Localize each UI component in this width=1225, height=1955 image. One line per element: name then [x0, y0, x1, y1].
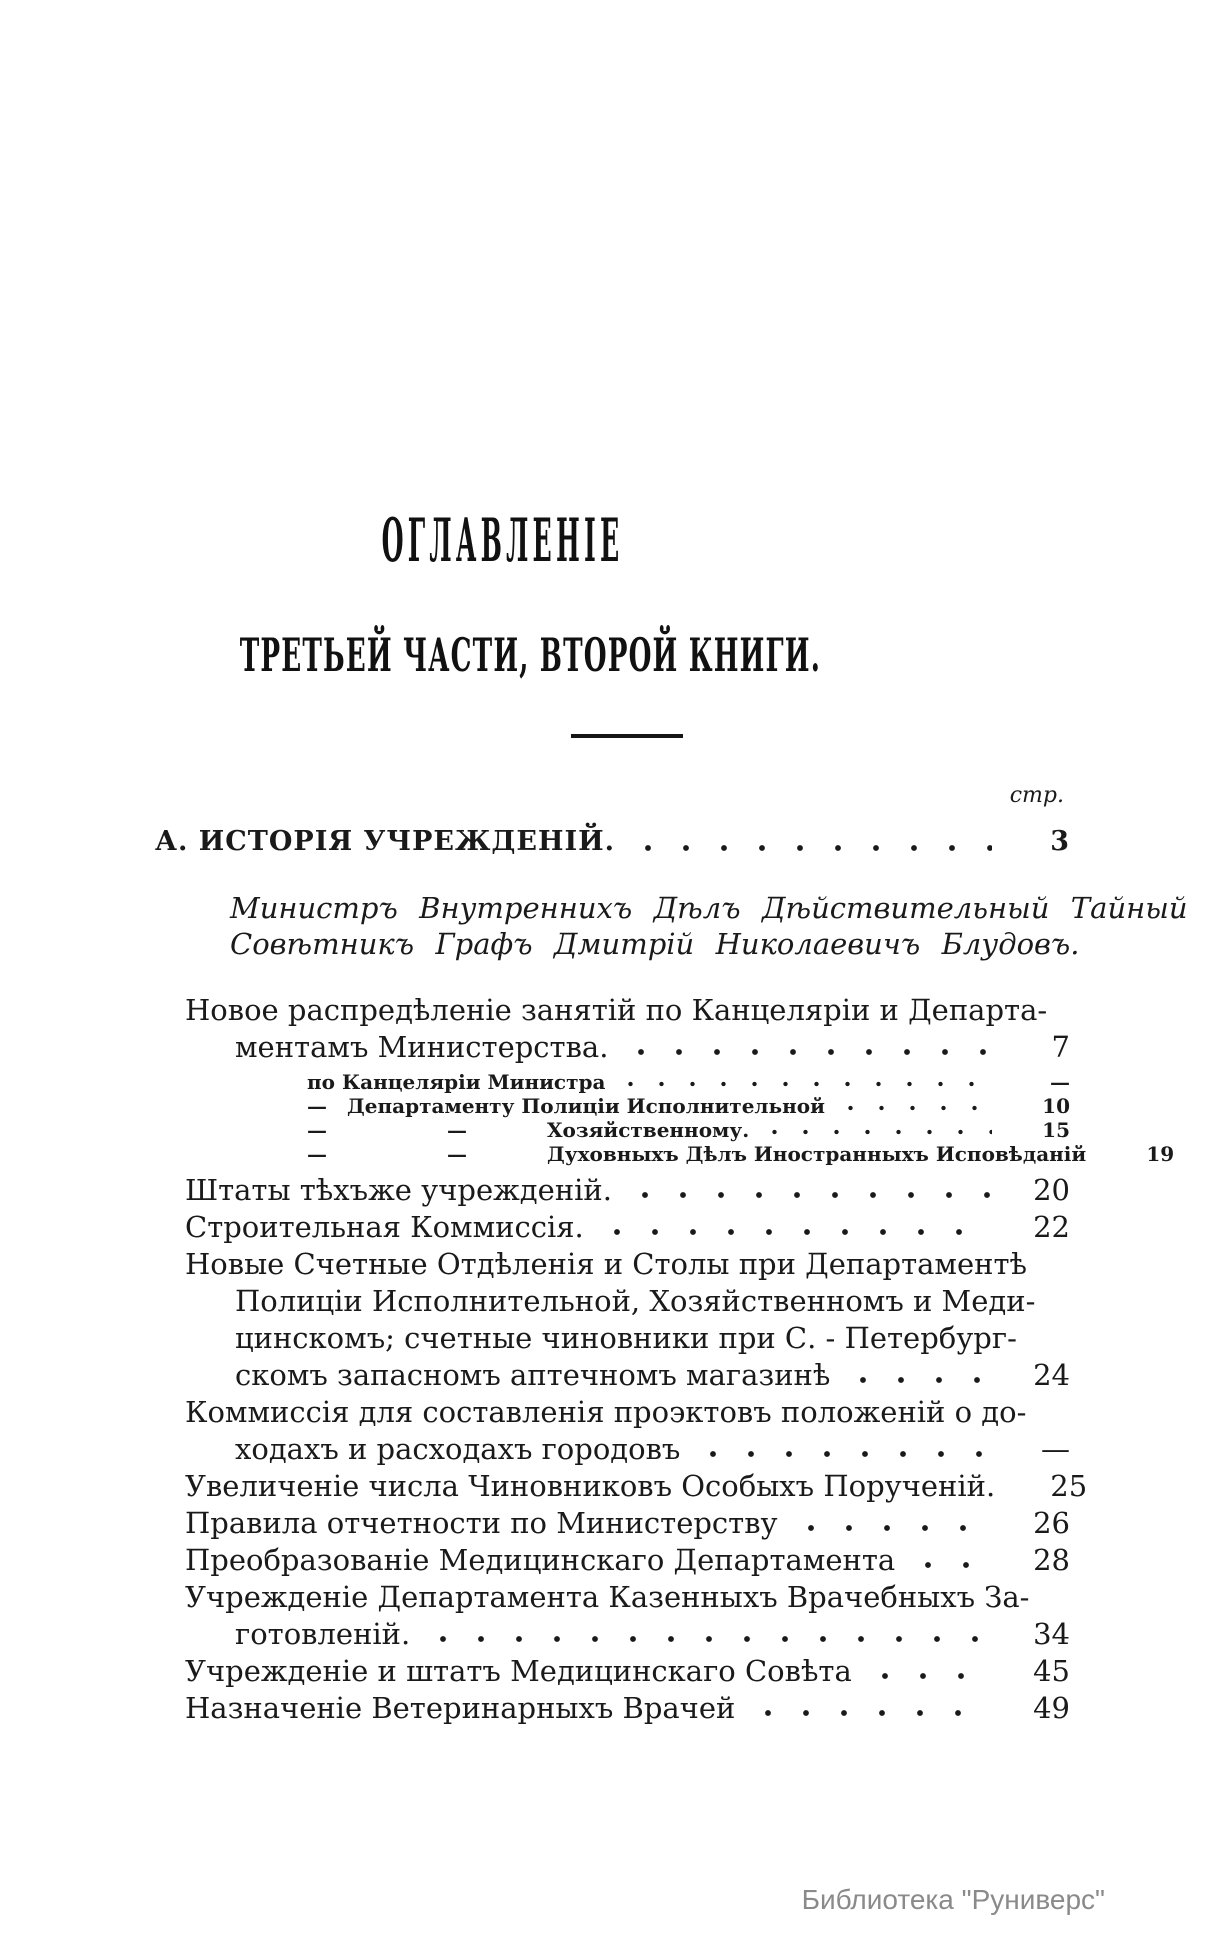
- toc-entry-text: Новое распредѣленіе занятій по Канцеляріи и Департа-: [185, 993, 1048, 1027]
- toc-entry-text: Правила отчетности по Министерству: [185, 1506, 778, 1540]
- dot-leaders: [909, 1542, 992, 1579]
- dot-leaders: [424, 1616, 992, 1653]
- toc-row: [155, 1142, 1175, 1166]
- toc-row: [155, 1172, 1070, 1209]
- toc-entry-text: — — Хозяйственному.: [307, 1118, 750, 1142]
- dot-leaders: [792, 1505, 992, 1542]
- toc-row: [155, 992, 1070, 1029]
- page-number: 26: [1033, 1506, 1070, 1540]
- toc-row: [155, 1320, 1070, 1357]
- title-divider-rule: [571, 734, 683, 738]
- toc-entry-text: цинскомъ; счетные чиновники при С. - Петербург-: [235, 1321, 1017, 1355]
- toc-row: [155, 1209, 1070, 1246]
- page-number: 25: [1050, 1469, 1088, 1503]
- dot-leaders: [615, 1070, 992, 1094]
- toc-entry-text: Совѣтникъ Графъ Дмитрій Николаевичъ Блудовъ.: [230, 927, 1080, 961]
- toc-row: [155, 1357, 1070, 1394]
- toc-list: [155, 822, 1188, 1727]
- toc-row: [155, 1246, 1070, 1283]
- page-title: ОГЛАВЛЕНІЕ: [381, 506, 624, 576]
- toc-entry-text: — Департаменту Полиціи Исполнительной: [307, 1094, 825, 1118]
- page-number: 49: [1033, 1691, 1070, 1725]
- toc-row: [155, 1394, 1070, 1431]
- toc-entry-text: ходахъ и расходахъ городовъ: [235, 1432, 681, 1466]
- toc-row: [155, 1070, 1070, 1094]
- dot-leaders: [622, 1029, 992, 1066]
- toc-row: [155, 1542, 1070, 1579]
- page-number: 3: [1050, 826, 1070, 857]
- toc-entry-text: ментамъ Министерства.: [235, 1030, 609, 1064]
- toc-row: [155, 1118, 1070, 1142]
- toc-row: [155, 1431, 1070, 1468]
- toc-row: [155, 822, 1070, 862]
- dot-leaders: [759, 1118, 992, 1142]
- toc-row: [155, 1505, 1070, 1542]
- toc-entry-text: готовленій.: [235, 1617, 411, 1651]
- toc-entry-text: Штаты тѣхъже учрежденій.: [185, 1173, 612, 1207]
- toc-entry-text: Коммиссія для составленія проэктовъ положеній о до-: [185, 1395, 1027, 1429]
- toc-entry-text: Учрежденіе и штатъ Медицинскаго Совѣта: [185, 1654, 852, 1688]
- page-number: 34: [1033, 1617, 1070, 1651]
- toc-entry-text: Преобразованіе Медицинскаго Департамента: [185, 1543, 896, 1577]
- dot-leaders: [844, 1357, 992, 1394]
- watermark-text: Библиотека "Руниверс": [801, 1884, 1105, 1915]
- dot-leaders: [598, 1209, 992, 1246]
- page-number: —: [1041, 1432, 1070, 1466]
- page-number: 28: [1033, 1543, 1070, 1577]
- toc-entry-text: Новые Счетные Отдѣленія и Столы при Департаментѣ: [185, 1247, 1027, 1281]
- toc-entry-text: Увеличеніе числа Чиновниковъ Особыхъ Порученій.: [185, 1469, 996, 1503]
- dot-leaders: [629, 822, 992, 862]
- dot-leaders: [866, 1653, 992, 1690]
- toc-row: [155, 1616, 1070, 1653]
- page-number: 7: [1051, 1030, 1070, 1064]
- page-number: 10: [1042, 1094, 1070, 1118]
- toc-row: [155, 1029, 1070, 1066]
- page-number: 20: [1033, 1173, 1070, 1207]
- toc-entry-text: по Канцеляріи Министра: [307, 1070, 606, 1094]
- toc-row: [155, 1094, 1070, 1118]
- page-number: 22: [1033, 1210, 1070, 1244]
- page-number: —: [1050, 1070, 1070, 1094]
- toc-entry-text: Полиціи Исполнительной, Хозяйственномъ и Меди-: [235, 1284, 1036, 1318]
- toc-entry-text: А. ИСТОРІЯ УЧРЕЖДЕНІЙ.: [155, 826, 616, 857]
- toc-row: [155, 1653, 1070, 1690]
- page-number: 15: [1042, 1118, 1070, 1142]
- dot-leaders: [835, 1094, 992, 1118]
- toc-entry-text: скомъ запасномъ аптечномъ магазинѣ: [235, 1358, 831, 1392]
- page-subtitle: ТРЕТЬЕЙ ЧАСТИ, ВТОРОЙ КНИГИ.: [239, 628, 821, 682]
- toc-entry-text: Учрежденіе Департамента Казенныхъ Врачебныхъ За-: [185, 1580, 1030, 1614]
- page-column-header: стр.: [1009, 783, 1064, 808]
- toc-entry-text: — — Духовныхъ Дѣлъ Иностранныхъ Исповѣданій: [307, 1142, 1087, 1166]
- page-number: 24: [1033, 1358, 1070, 1392]
- toc-entry-text: Министръ Внутреннихъ Дѣлъ Дѣйствительный Тайный: [230, 891, 1188, 925]
- dot-leaders: [694, 1431, 992, 1468]
- toc-row: [155, 926, 1080, 962]
- toc-row: [155, 1283, 1070, 1320]
- page-number: 45: [1033, 1654, 1070, 1688]
- toc-row: [155, 1468, 1088, 1505]
- toc-entry-text: Назначеніе Ветеринарныхъ Врачей: [185, 1691, 736, 1725]
- dot-leaders: [626, 1172, 992, 1209]
- toc-row: [155, 1690, 1070, 1727]
- toc-row: [155, 890, 1188, 926]
- toc-entry-text: Строительная Коммиссія.: [185, 1210, 584, 1244]
- dot-leaders: [749, 1690, 992, 1727]
- toc-row: [155, 1579, 1070, 1616]
- page-number: 19: [1146, 1142, 1175, 1166]
